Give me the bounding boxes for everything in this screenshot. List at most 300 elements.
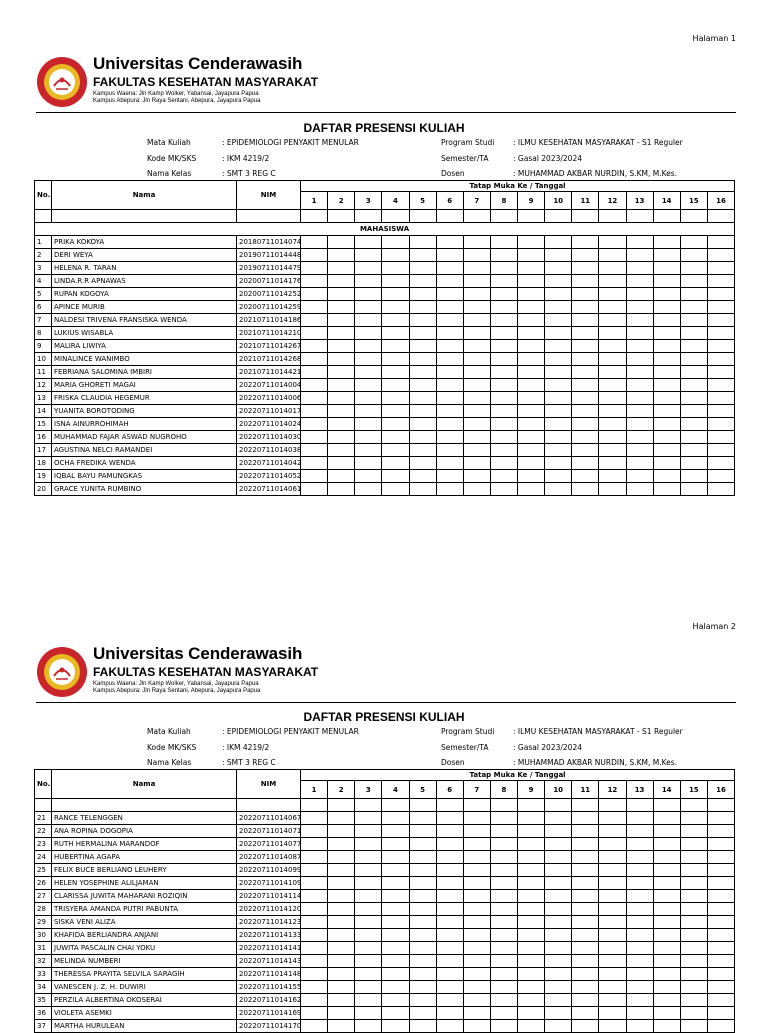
attendance-cell[interactable]: [707, 366, 734, 379]
attendance-cell[interactable]: [626, 340, 653, 353]
attendance-cell[interactable]: [599, 457, 626, 470]
attendance-cell[interactable]: [382, 392, 409, 405]
attendance-cell[interactable]: [653, 955, 680, 968]
attendance-cell[interactable]: [409, 314, 436, 327]
attendance-cell[interactable]: [301, 955, 328, 968]
attendance-cell[interactable]: [409, 981, 436, 994]
attendance-cell[interactable]: [409, 405, 436, 418]
attendance-cell[interactable]: [572, 392, 599, 405]
attendance-cell[interactable]: [518, 444, 545, 457]
attendance-cell[interactable]: [626, 890, 653, 903]
attendance-cell[interactable]: [680, 903, 707, 916]
attendance-cell[interactable]: [707, 864, 734, 877]
attendance-cell[interactable]: [626, 366, 653, 379]
attendance-cell[interactable]: [436, 366, 463, 379]
attendance-cell[interactable]: [436, 327, 463, 340]
attendance-cell[interactable]: [518, 890, 545, 903]
attendance-cell[interactable]: [409, 457, 436, 470]
attendance-cell[interactable]: [328, 314, 355, 327]
attendance-cell[interactable]: [572, 236, 599, 249]
attendance-cell[interactable]: [301, 431, 328, 444]
attendance-cell[interactable]: [707, 444, 734, 457]
attendance-cell[interactable]: [518, 1020, 545, 1033]
attendance-cell[interactable]: [301, 288, 328, 301]
attendance-cell[interactable]: [599, 981, 626, 994]
attendance-cell[interactable]: [436, 890, 463, 903]
attendance-cell[interactable]: [518, 379, 545, 392]
attendance-cell[interactable]: [328, 301, 355, 314]
attendance-cell[interactable]: [328, 418, 355, 431]
attendance-cell[interactable]: [680, 236, 707, 249]
attendance-cell[interactable]: [490, 1007, 517, 1020]
attendance-cell[interactable]: [653, 301, 680, 314]
attendance-cell[interactable]: [518, 470, 545, 483]
attendance-cell[interactable]: [382, 366, 409, 379]
attendance-cell[interactable]: [599, 249, 626, 262]
attendance-cell[interactable]: [518, 825, 545, 838]
attendance-cell[interactable]: [599, 379, 626, 392]
attendance-cell[interactable]: [707, 314, 734, 327]
attendance-cell[interactable]: [436, 903, 463, 916]
attendance-cell[interactable]: [518, 236, 545, 249]
attendance-cell[interactable]: [301, 379, 328, 392]
attendance-cell[interactable]: [490, 825, 517, 838]
attendance-cell[interactable]: [518, 431, 545, 444]
attendance-cell[interactable]: [518, 327, 545, 340]
attendance-cell[interactable]: [490, 890, 517, 903]
attendance-cell[interactable]: [599, 929, 626, 942]
attendance-cell[interactable]: [463, 851, 490, 864]
attendance-cell[interactable]: [518, 418, 545, 431]
attendance-cell[interactable]: [653, 379, 680, 392]
attendance-cell[interactable]: [707, 929, 734, 942]
attendance-cell[interactable]: [463, 314, 490, 327]
attendance-cell[interactable]: [599, 444, 626, 457]
attendance-cell[interactable]: [626, 431, 653, 444]
attendance-cell[interactable]: [599, 890, 626, 903]
attendance-cell[interactable]: [653, 366, 680, 379]
attendance-cell[interactable]: [490, 483, 517, 496]
attendance-cell[interactable]: [707, 275, 734, 288]
attendance-cell[interactable]: [653, 405, 680, 418]
attendance-cell[interactable]: [545, 301, 572, 314]
attendance-cell[interactable]: [545, 366, 572, 379]
attendance-cell[interactable]: [707, 431, 734, 444]
attendance-cell[interactable]: [301, 890, 328, 903]
attendance-cell[interactable]: [409, 236, 436, 249]
attendance-cell[interactable]: [626, 379, 653, 392]
attendance-cell[interactable]: [463, 327, 490, 340]
attendance-cell[interactable]: [355, 366, 382, 379]
attendance-cell[interactable]: [463, 444, 490, 457]
attendance-cell[interactable]: [599, 418, 626, 431]
attendance-cell[interactable]: [653, 877, 680, 890]
attendance-cell[interactable]: [680, 431, 707, 444]
attendance-cell[interactable]: [301, 851, 328, 864]
attendance-cell[interactable]: [545, 470, 572, 483]
attendance-cell[interactable]: [409, 851, 436, 864]
attendance-cell[interactable]: [436, 812, 463, 825]
attendance-cell[interactable]: [599, 353, 626, 366]
attendance-cell[interactable]: [680, 851, 707, 864]
attendance-cell[interactable]: [545, 353, 572, 366]
attendance-cell[interactable]: [490, 864, 517, 877]
attendance-cell[interactable]: [680, 825, 707, 838]
attendance-cell[interactable]: [301, 812, 328, 825]
attendance-cell[interactable]: [409, 483, 436, 496]
attendance-cell[interactable]: [653, 1020, 680, 1033]
attendance-cell[interactable]: [653, 418, 680, 431]
attendance-cell[interactable]: [545, 405, 572, 418]
attendance-cell[interactable]: [463, 812, 490, 825]
attendance-cell[interactable]: [328, 864, 355, 877]
attendance-cell[interactable]: [409, 366, 436, 379]
attendance-cell[interactable]: [490, 288, 517, 301]
attendance-cell[interactable]: [355, 340, 382, 353]
attendance-cell[interactable]: [626, 877, 653, 890]
attendance-cell[interactable]: [328, 1007, 355, 1020]
attendance-cell[interactable]: [599, 942, 626, 955]
attendance-cell[interactable]: [409, 877, 436, 890]
attendance-cell[interactable]: [382, 262, 409, 275]
attendance-cell[interactable]: [572, 418, 599, 431]
attendance-cell[interactable]: [463, 301, 490, 314]
attendance-cell[interactable]: [463, 877, 490, 890]
attendance-cell[interactable]: [382, 929, 409, 942]
attendance-cell[interactable]: [328, 955, 355, 968]
attendance-cell[interactable]: [436, 457, 463, 470]
attendance-cell[interactable]: [518, 301, 545, 314]
attendance-cell[interactable]: [436, 929, 463, 942]
attendance-cell[interactable]: [463, 366, 490, 379]
attendance-cell[interactable]: [301, 444, 328, 457]
attendance-cell[interactable]: [680, 942, 707, 955]
attendance-cell[interactable]: [572, 327, 599, 340]
attendance-cell[interactable]: [328, 812, 355, 825]
attendance-cell[interactable]: [490, 942, 517, 955]
attendance-cell[interactable]: [355, 470, 382, 483]
attendance-cell[interactable]: [518, 353, 545, 366]
attendance-cell[interactable]: [572, 483, 599, 496]
attendance-cell[interactable]: [436, 981, 463, 994]
attendance-cell[interactable]: [653, 392, 680, 405]
attendance-cell[interactable]: [463, 236, 490, 249]
attendance-cell[interactable]: [409, 1020, 436, 1033]
attendance-cell[interactable]: [707, 916, 734, 929]
attendance-cell[interactable]: [707, 981, 734, 994]
attendance-cell[interactable]: [382, 340, 409, 353]
attendance-cell[interactable]: [707, 470, 734, 483]
attendance-cell[interactable]: [599, 288, 626, 301]
attendance-cell[interactable]: [436, 864, 463, 877]
attendance-cell[interactable]: [572, 405, 599, 418]
attendance-cell[interactable]: [626, 236, 653, 249]
attendance-cell[interactable]: [626, 1020, 653, 1033]
attendance-cell[interactable]: [545, 327, 572, 340]
attendance-cell[interactable]: [355, 314, 382, 327]
attendance-cell[interactable]: [490, 392, 517, 405]
attendance-cell[interactable]: [409, 942, 436, 955]
attendance-cell[interactable]: [463, 994, 490, 1007]
attendance-cell[interactable]: [463, 418, 490, 431]
attendance-cell[interactable]: [707, 851, 734, 864]
attendance-cell[interactable]: [518, 851, 545, 864]
attendance-cell[interactable]: [490, 968, 517, 981]
attendance-cell[interactable]: [436, 340, 463, 353]
attendance-cell[interactable]: [382, 812, 409, 825]
attendance-cell[interactable]: [328, 275, 355, 288]
attendance-cell[interactable]: [653, 890, 680, 903]
attendance-cell[interactable]: [518, 955, 545, 968]
attendance-cell[interactable]: [490, 353, 517, 366]
attendance-cell[interactable]: [409, 327, 436, 340]
attendance-cell[interactable]: [328, 483, 355, 496]
attendance-cell[interactable]: [599, 236, 626, 249]
attendance-cell[interactable]: [301, 916, 328, 929]
attendance-cell[interactable]: [653, 851, 680, 864]
attendance-cell[interactable]: [653, 327, 680, 340]
attendance-cell[interactable]: [382, 968, 409, 981]
attendance-cell[interactable]: [463, 838, 490, 851]
attendance-cell[interactable]: [355, 1020, 382, 1033]
attendance-cell[interactable]: [382, 444, 409, 457]
attendance-cell[interactable]: [382, 405, 409, 418]
attendance-cell[interactable]: [301, 825, 328, 838]
attendance-cell[interactable]: [382, 379, 409, 392]
attendance-cell[interactable]: [518, 838, 545, 851]
attendance-cell[interactable]: [463, 457, 490, 470]
attendance-cell[interactable]: [301, 327, 328, 340]
attendance-cell[interactable]: [572, 825, 599, 838]
attendance-cell[interactable]: [572, 1020, 599, 1033]
attendance-cell[interactable]: [545, 864, 572, 877]
attendance-cell[interactable]: [545, 249, 572, 262]
attendance-cell[interactable]: [518, 340, 545, 353]
attendance-cell[interactable]: [382, 864, 409, 877]
attendance-cell[interactable]: [653, 444, 680, 457]
attendance-cell[interactable]: [707, 942, 734, 955]
attendance-cell[interactable]: [680, 457, 707, 470]
attendance-cell[interactable]: [355, 825, 382, 838]
attendance-cell[interactable]: [301, 457, 328, 470]
attendance-cell[interactable]: [626, 955, 653, 968]
attendance-cell[interactable]: [572, 353, 599, 366]
attendance-cell[interactable]: [490, 929, 517, 942]
attendance-cell[interactable]: [626, 353, 653, 366]
attendance-cell[interactable]: [518, 981, 545, 994]
attendance-cell[interactable]: [545, 288, 572, 301]
attendance-cell[interactable]: [626, 470, 653, 483]
attendance-cell[interactable]: [680, 812, 707, 825]
attendance-cell[interactable]: [680, 327, 707, 340]
attendance-cell[interactable]: [328, 903, 355, 916]
attendance-cell[interactable]: [707, 994, 734, 1007]
attendance-cell[interactable]: [518, 457, 545, 470]
attendance-cell[interactable]: [301, 994, 328, 1007]
attendance-cell[interactable]: [463, 825, 490, 838]
attendance-cell[interactable]: [328, 916, 355, 929]
attendance-cell[interactable]: [355, 877, 382, 890]
attendance-cell[interactable]: [355, 955, 382, 968]
attendance-cell[interactable]: [490, 916, 517, 929]
attendance-cell[interactable]: [409, 392, 436, 405]
attendance-cell[interactable]: [490, 981, 517, 994]
attendance-cell[interactable]: [680, 340, 707, 353]
attendance-cell[interactable]: [680, 405, 707, 418]
attendance-cell[interactable]: [409, 1007, 436, 1020]
attendance-cell[interactable]: [599, 262, 626, 275]
attendance-cell[interactable]: [707, 812, 734, 825]
attendance-cell[interactable]: [328, 838, 355, 851]
attendance-cell[interactable]: [328, 877, 355, 890]
attendance-cell[interactable]: [680, 916, 707, 929]
attendance-cell[interactable]: [545, 236, 572, 249]
attendance-cell[interactable]: [599, 955, 626, 968]
attendance-cell[interactable]: [545, 877, 572, 890]
attendance-cell[interactable]: [382, 838, 409, 851]
attendance-cell[interactable]: [680, 877, 707, 890]
attendance-cell[interactable]: [328, 262, 355, 275]
attendance-cell[interactable]: [328, 236, 355, 249]
attendance-cell[interactable]: [626, 825, 653, 838]
attendance-cell[interactable]: [355, 405, 382, 418]
attendance-cell[interactable]: [707, 1007, 734, 1020]
attendance-cell[interactable]: [707, 353, 734, 366]
attendance-cell[interactable]: [545, 392, 572, 405]
attendance-cell[interactable]: [626, 851, 653, 864]
attendance-cell[interactable]: [545, 457, 572, 470]
attendance-cell[interactable]: [382, 1020, 409, 1033]
attendance-cell[interactable]: [545, 942, 572, 955]
attendance-cell[interactable]: [301, 418, 328, 431]
attendance-cell[interactable]: [707, 457, 734, 470]
attendance-cell[interactable]: [490, 457, 517, 470]
attendance-cell[interactable]: [626, 444, 653, 457]
attendance-cell[interactable]: [680, 444, 707, 457]
attendance-cell[interactable]: [463, 470, 490, 483]
attendance-cell[interactable]: [436, 955, 463, 968]
attendance-cell[interactable]: [653, 470, 680, 483]
attendance-cell[interactable]: [409, 470, 436, 483]
attendance-cell[interactable]: [572, 249, 599, 262]
attendance-cell[interactable]: [409, 916, 436, 929]
attendance-cell[interactable]: [653, 812, 680, 825]
attendance-cell[interactable]: [463, 890, 490, 903]
attendance-cell[interactable]: [626, 301, 653, 314]
attendance-cell[interactable]: [545, 903, 572, 916]
attendance-cell[interactable]: [490, 236, 517, 249]
attendance-cell[interactable]: [328, 366, 355, 379]
attendance-cell[interactable]: [518, 262, 545, 275]
attendance-cell[interactable]: [707, 249, 734, 262]
attendance-cell[interactable]: [626, 327, 653, 340]
attendance-cell[interactable]: [409, 968, 436, 981]
attendance-cell[interactable]: [382, 275, 409, 288]
attendance-cell[interactable]: [518, 275, 545, 288]
attendance-cell[interactable]: [653, 457, 680, 470]
attendance-cell[interactable]: [355, 457, 382, 470]
attendance-cell[interactable]: [626, 418, 653, 431]
attendance-cell[interactable]: [572, 981, 599, 994]
attendance-cell[interactable]: [626, 1007, 653, 1020]
attendance-cell[interactable]: [545, 851, 572, 864]
attendance-cell[interactable]: [572, 903, 599, 916]
attendance-cell[interactable]: [355, 379, 382, 392]
attendance-cell[interactable]: [409, 262, 436, 275]
attendance-cell[interactable]: [680, 1007, 707, 1020]
attendance-cell[interactable]: [599, 1020, 626, 1033]
attendance-cell[interactable]: [328, 994, 355, 1007]
attendance-cell[interactable]: [572, 968, 599, 981]
attendance-cell[interactable]: [680, 955, 707, 968]
attendance-cell[interactable]: [463, 1020, 490, 1033]
attendance-cell[interactable]: [626, 968, 653, 981]
attendance-cell[interactable]: [382, 890, 409, 903]
attendance-cell[interactable]: [680, 864, 707, 877]
attendance-cell[interactable]: [626, 981, 653, 994]
attendance-cell[interactable]: [653, 314, 680, 327]
attendance-cell[interactable]: [680, 1020, 707, 1033]
attendance-cell[interactable]: [626, 262, 653, 275]
attendance-cell[interactable]: [382, 994, 409, 1007]
attendance-cell[interactable]: [572, 942, 599, 955]
attendance-cell[interactable]: [626, 457, 653, 470]
attendance-cell[interactable]: [653, 262, 680, 275]
attendance-cell[interactable]: [409, 890, 436, 903]
attendance-cell[interactable]: [301, 483, 328, 496]
attendance-cell[interactable]: [490, 314, 517, 327]
attendance-cell[interactable]: [626, 812, 653, 825]
attendance-cell[interactable]: [355, 236, 382, 249]
attendance-cell[interactable]: [355, 903, 382, 916]
attendance-cell[interactable]: [599, 825, 626, 838]
attendance-cell[interactable]: [707, 877, 734, 890]
attendance-cell[interactable]: [463, 405, 490, 418]
attendance-cell[interactable]: [409, 864, 436, 877]
attendance-cell[interactable]: [518, 916, 545, 929]
attendance-cell[interactable]: [382, 249, 409, 262]
attendance-cell[interactable]: [518, 864, 545, 877]
attendance-cell[interactable]: [436, 353, 463, 366]
attendance-cell[interactable]: [436, 418, 463, 431]
attendance-cell[interactable]: [382, 314, 409, 327]
attendance-cell[interactable]: [545, 314, 572, 327]
attendance-cell[interactable]: [572, 812, 599, 825]
attendance-cell[interactable]: [382, 327, 409, 340]
attendance-cell[interactable]: [382, 457, 409, 470]
attendance-cell[interactable]: [707, 405, 734, 418]
attendance-cell[interactable]: [707, 955, 734, 968]
attendance-cell[interactable]: [518, 994, 545, 1007]
attendance-cell[interactable]: [409, 431, 436, 444]
attendance-cell[interactable]: [626, 392, 653, 405]
attendance-cell[interactable]: [599, 812, 626, 825]
attendance-cell[interactable]: [301, 340, 328, 353]
attendance-cell[interactable]: [545, 916, 572, 929]
attendance-cell[interactable]: [490, 1020, 517, 1033]
attendance-cell[interactable]: [409, 275, 436, 288]
attendance-cell[interactable]: [301, 864, 328, 877]
attendance-cell[interactable]: [572, 916, 599, 929]
attendance-cell[interactable]: [490, 851, 517, 864]
attendance-cell[interactable]: [463, 955, 490, 968]
attendance-cell[interactable]: [545, 262, 572, 275]
attendance-cell[interactable]: [707, 301, 734, 314]
attendance-cell[interactable]: [680, 275, 707, 288]
attendance-cell[interactable]: [653, 340, 680, 353]
attendance-cell[interactable]: [518, 1007, 545, 1020]
attendance-cell[interactable]: [382, 851, 409, 864]
